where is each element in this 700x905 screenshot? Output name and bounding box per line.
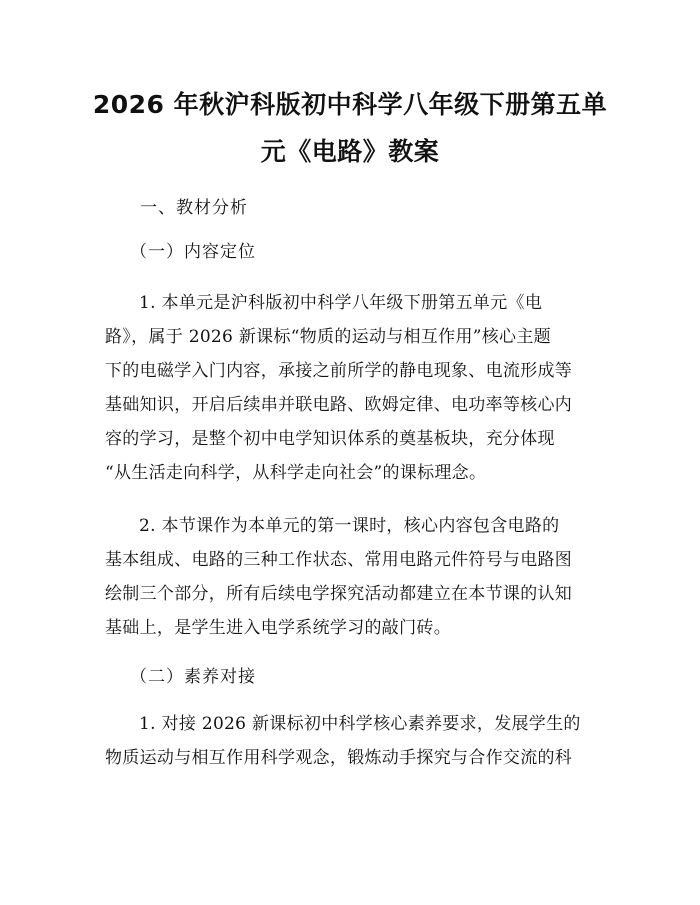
subsection-heading-content-positioning: （一）内容定位: [130, 242, 256, 262]
section-heading-textbook-analysis: 一、教材分析: [140, 198, 248, 218]
paragraph-1-line: 容的学习，是整个初中电学知识体系的奠基板块，充分体现: [105, 429, 555, 449]
paragraph-3: [105, 707, 605, 775]
paragraph-2-line: 基础上，是学生进入电学系统学习的敲门砖。: [105, 618, 451, 638]
paragraph-2-line: 绘制三个部分，所有后续电学探究活动都建立在本节课的认知: [105, 584, 573, 604]
paragraph-1-line: “从生活走向科学，从科学走向社会”的课标理念。: [105, 463, 487, 483]
paragraph-3-line: 物质运动与相互作用科学观念，锻炼动手探究与合作交流的科: [105, 748, 573, 768]
subsection-heading-competency-alignment: （二）素养对接: [130, 667, 256, 687]
document-title-line-1: 2026 年秋沪科版初中科学八年级下册第五单: [92, 90, 608, 119]
paragraph-2-line: 基本组成、电路的三种工作状态、常用电路元件符号与电路图: [105, 550, 573, 570]
paragraph-1-line: 路》，属于 2026 新课标“物质的运动与相互作用”核心主题: [105, 327, 551, 347]
paragraph-1-line: 1. 本单元是沪科版初中科学八年级下册第五单元《电: [139, 293, 543, 313]
paragraph-3-line: 1. 对接 2026 新课标初中科学核心素养要求，发展学生的: [139, 714, 581, 734]
paragraph-1-line: 基础知识，开启后续串并联电路、欧姆定律、电功率等核心内: [105, 395, 573, 415]
paragraph-1: [105, 286, 605, 490]
paragraph-2-line: 2. 本节课作为本单元的第一课时，核心内容包含电路的: [139, 516, 560, 536]
document-title-line-2: 元《电路》教案: [260, 137, 440, 166]
paragraph-2: [105, 509, 605, 645]
paragraph-1-line: 下的电磁学入门内容，承接之前所学的静电现象、电流形成等: [105, 361, 573, 381]
